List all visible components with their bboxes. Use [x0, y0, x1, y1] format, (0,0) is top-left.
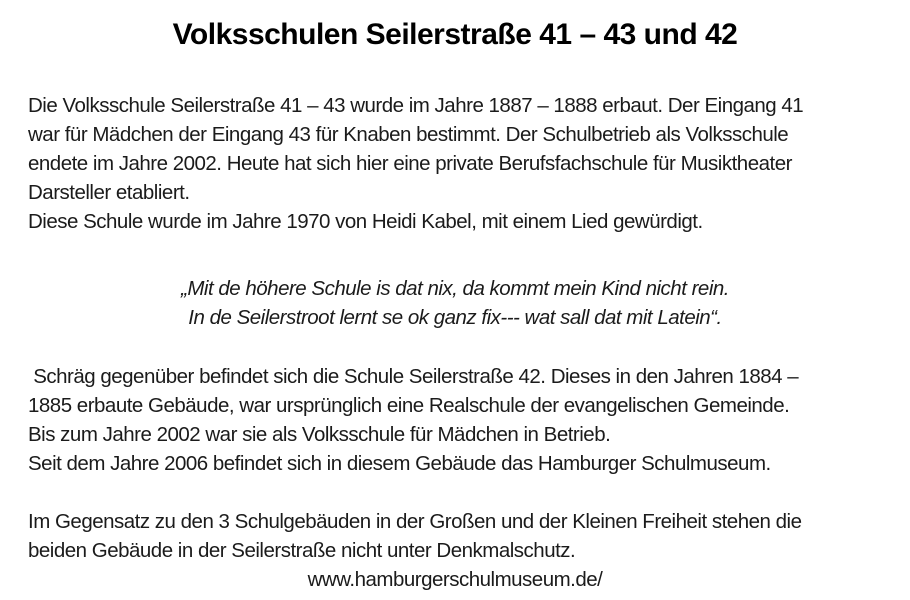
text-line: Im Gegensatz zu den 3 Schulgebäuden in der Großen und der Kleinen Freiheit stehen die: [28, 510, 802, 533]
paragraph-history-42: [28, 362, 882, 478]
paragraph-history-41-43: [28, 91, 882, 236]
text-line: Seit dem Jahre 2006 befindet sich in diesem Gebäude das Hamburger Schulmuseum.: [28, 452, 771, 475]
text-line: war für Mädchen der Eingang 43 für Knaben bestimmt. Der Schulbetrieb als Volksschule: [28, 123, 789, 146]
quote-line: „Mit de höhere Schule is dat nix, da kommt mein Kind nicht rein.: [181, 277, 729, 300]
paragraph-song-quote: [28, 274, 882, 332]
text-line: Darsteller etabliert.: [28, 181, 190, 204]
text-line: beiden Gebäude in der Seilerstraße nicht unter Denkmalschutz.: [28, 539, 576, 562]
page-title: Volksschulen Seilerstraße 41 – 43 und 42: [172, 18, 738, 51]
text-line: Diese Schule wurde im Jahre 1970 von Heidi Kabel, mit einem Lied gewürdigt.: [28, 210, 703, 233]
text-line: Die Volksschule Seilerstraße 41 – 43 wurde im Jahre 1887 – 1888 erbaut. Der Eingang 41: [28, 94, 804, 117]
paragraph-denkmalschutz: [28, 507, 882, 594]
quote-line: In de Seilerstroot lernt se ok ganz fix--- wat sall dat mit Latein“.: [188, 306, 722, 329]
text-line: endete im Jahre 2002. Heute hat sich hier eine private Berufsfachschule für Musiktheater: [28, 152, 792, 175]
text-line: Schräg gegenüber befindet sich die Schule Seilerstraße 42. Dieses in den Jahren 1884 –: [28, 365, 799, 388]
text-line: 1885 erbaute Gebäude, war ursprünglich eine Realschule der evangelischen Gemeinde.: [28, 394, 790, 417]
website-url: www.hamburgerschulmuseum.de/: [307, 568, 603, 591]
text-line: Bis zum Jahre 2002 war sie als Volksschule für Mädchen in Betrieb.: [28, 423, 611, 446]
